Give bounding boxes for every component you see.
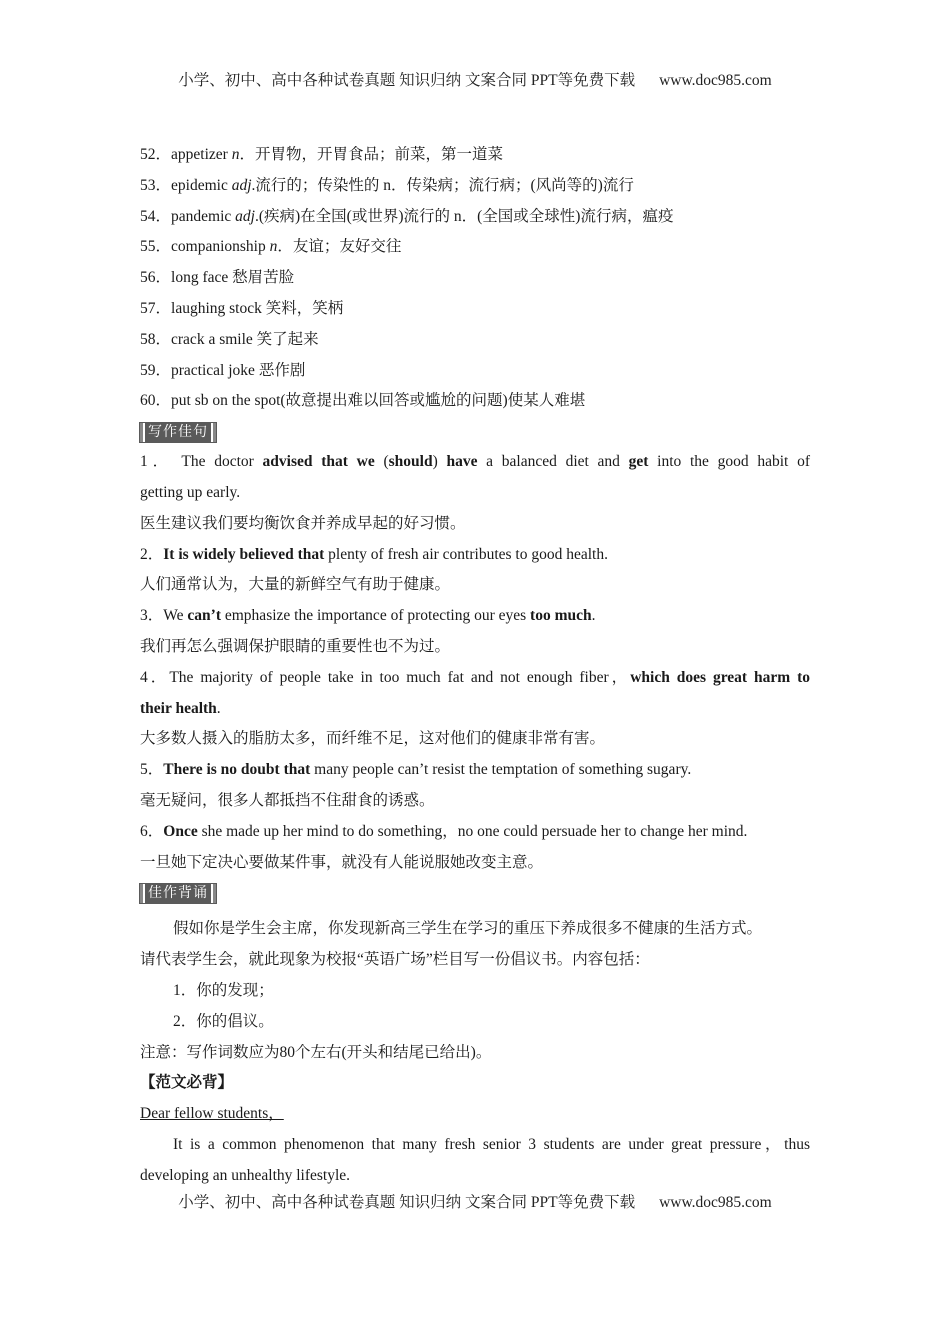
prompt-line: 假如你是学生会主席，你发现新高三学生在学习的重压下养成很多不健康的生活方式。 xyxy=(173,920,763,938)
text: The majority of people take in too much fat and not enough fiber， xyxy=(169,668,631,686)
part-of-speech: adj xyxy=(235,207,255,225)
sentence-zh: 毫无疑问，很多人都抵挡不住甜食的诱惑。 xyxy=(140,791,435,809)
vocab-item xyxy=(140,202,810,233)
sentence-zh: 一旦她下定决心要做某件事，就没有人能说服她改变主意。 xyxy=(140,853,544,871)
sentence-item xyxy=(140,601,810,663)
text: emphasize the importance of protecting our eyes xyxy=(221,607,531,625)
item-number: 1． xyxy=(140,453,173,471)
bold-text: It is widely believed that xyxy=(163,545,325,563)
text: into the good habit of xyxy=(648,453,810,471)
item-number: 6． xyxy=(140,822,164,840)
item-number: 5． xyxy=(140,761,164,779)
bold-text: There is no doubt that xyxy=(163,761,311,779)
bold-text: advised that we xyxy=(262,453,375,471)
item-number: 60． xyxy=(140,392,172,410)
vocab-word: laughing stock xyxy=(171,299,266,317)
model-essay-title: 【范文必背】 xyxy=(140,1074,234,1092)
essay-body-line: developing an unhealthy lifestyle. xyxy=(140,1166,351,1184)
vocab-word: long face xyxy=(171,269,233,287)
sentence-item xyxy=(140,755,810,817)
bold-text: should xyxy=(388,453,433,471)
prompt-line: 请代表学生会，就此现象为校报“英语广场”栏目写一份倡议书。内容包括： xyxy=(140,951,650,969)
vocab-definition: ．友谊；友好交往 xyxy=(277,238,402,256)
vocab-word: pandemic xyxy=(171,207,236,225)
section-badge: 佳作背诵 xyxy=(140,884,216,903)
sentence-en xyxy=(140,540,810,571)
item-number: 55． xyxy=(140,238,172,256)
text: many people can’t resist the temptation of something sugary. xyxy=(310,761,692,779)
writing-prompt xyxy=(140,914,810,1068)
sentence-en xyxy=(140,663,810,694)
vocab-definition: (故意提出难以回答或尴尬的问题)使某人难堪 xyxy=(280,392,586,410)
sentence-zh: 大多数人摄入的脂肪太多，而纤维不足，这对他们的健康非常有害。 xyxy=(140,730,606,748)
prompt-item: 2．你的倡议。 xyxy=(173,1012,274,1030)
vocab-word: put sb on the spot xyxy=(171,392,281,410)
vocab-definition: 笑了起来 xyxy=(256,330,319,348)
vocab-word: practical joke xyxy=(171,361,259,379)
item-number: 4． xyxy=(140,668,170,686)
bold-text: which does great harm to xyxy=(630,668,810,686)
text: ) xyxy=(432,453,447,471)
text: she made up her mind to do something，no one could persuade her to change her mind. xyxy=(197,822,748,840)
vocab-item xyxy=(140,325,810,356)
sentence-item xyxy=(140,663,810,755)
sentence-item xyxy=(140,447,810,539)
text: a balanced diet and xyxy=(477,453,629,471)
item-number: 54． xyxy=(140,207,172,225)
sentence-item xyxy=(140,817,810,879)
vocab-item xyxy=(140,263,810,294)
vocab-item xyxy=(140,386,810,417)
section-header-model-essay xyxy=(140,878,810,908)
sentence-zh: 医生建议我们要均衡饮食并养成早起的好习惯。 xyxy=(140,514,466,532)
vocab-definition: .流行的；传染性的 n．传染病；流行病；(风尚等的)流行 xyxy=(251,176,634,194)
header-text: 小学、初中、高中各种试卷真题 知识归纳 文案合同 PPT等免费下载 xyxy=(178,72,636,89)
bold-text: get xyxy=(628,453,649,471)
bold-text: can’t xyxy=(187,607,221,625)
vocab-list xyxy=(140,140,810,417)
text: . xyxy=(591,607,596,625)
section-header-writing-sentences xyxy=(140,417,810,447)
sentence-en xyxy=(140,447,810,478)
item-number: 58． xyxy=(140,330,172,348)
sentence-zh: 我们再怎么强调保护眼睛的重要性也不为过。 xyxy=(140,637,451,655)
footer-site-link[interactable]: www.doc985.com xyxy=(659,1194,772,1211)
vocab-item xyxy=(140,294,810,325)
page-footer xyxy=(0,1190,950,1212)
vocab-definition: ．开胃物，开胃食品；前菜，第一道菜 xyxy=(239,146,503,163)
item-number: 52． xyxy=(140,146,172,163)
sentence-en xyxy=(140,755,810,786)
essay-body-line: It is a common phenomenon that many fresh senior 3 students are under great pressure，thus xyxy=(173,1135,810,1153)
vocab-item xyxy=(140,171,810,202)
vocab-item xyxy=(140,140,810,171)
item-number: 57． xyxy=(140,299,172,317)
vocab-definition: 愁眉苦脸 xyxy=(232,269,295,287)
sentence-item xyxy=(140,540,810,602)
salutation: Dear fellow students， xyxy=(140,1105,284,1123)
text: The doctor xyxy=(172,453,263,471)
bold-text: their health xyxy=(140,699,217,717)
vocab-word: companionship xyxy=(171,238,270,256)
sentence-en-continued xyxy=(140,694,810,725)
footer-text: 小学、初中、高中各种试卷真题 知识归纳 文案合同 PPT等免费下载 xyxy=(178,1194,636,1211)
vocab-definition: 恶作剧 xyxy=(258,361,306,379)
text: We xyxy=(163,607,188,625)
text: . xyxy=(216,699,221,717)
part-of-speech: n xyxy=(231,146,240,163)
text: plenty of fresh air contributes to good health. xyxy=(324,545,608,563)
item-number: 3． xyxy=(140,607,164,625)
document-body xyxy=(140,140,810,1192)
text: ( xyxy=(374,453,389,471)
part-of-speech: adj xyxy=(231,176,252,194)
vocab-item xyxy=(140,356,810,387)
page-header xyxy=(0,68,950,90)
sentence-en-continued: getting up early. xyxy=(140,483,241,501)
prompt-item: 1．你的发现； xyxy=(173,981,274,999)
vocab-word: crack a smile xyxy=(171,330,257,348)
section-badge: 写作佳句 xyxy=(140,423,216,442)
item-number: 53． xyxy=(140,176,172,194)
vocab-definition: .(疾病)在全国(或世界)流行的 n．(全国或全球性)流行病，瘟疫 xyxy=(254,207,674,225)
vocab-definition: 笑料，笑柄 xyxy=(265,299,344,317)
vocab-word: appetizer xyxy=(171,146,232,163)
part-of-speech: n xyxy=(269,238,278,256)
item-number: 59． xyxy=(140,361,172,379)
sentence-en xyxy=(140,817,810,848)
bold-text: too much xyxy=(530,607,592,625)
vocab-word: epidemic xyxy=(171,176,232,194)
item-number: 2． xyxy=(140,545,164,563)
item-number: 56． xyxy=(140,269,172,287)
sentence-en xyxy=(140,601,810,632)
bold-text: Once xyxy=(163,822,198,840)
prompt-note: 注意：写作词数应为80个左右(开头和结尾已给出)。 xyxy=(140,1043,492,1061)
vocab-item xyxy=(140,232,810,263)
bold-text: have xyxy=(446,453,478,471)
header-site-link[interactable]: www.doc985.com xyxy=(659,72,772,89)
sentence-zh: 人们通常认为，大量的新鲜空气有助于健康。 xyxy=(140,576,451,594)
